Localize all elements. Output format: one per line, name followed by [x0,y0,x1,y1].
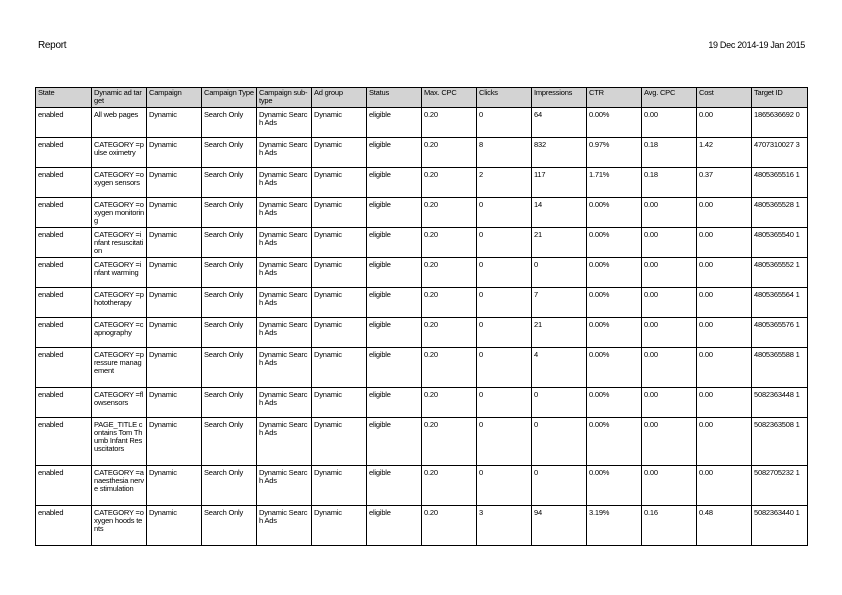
table-body [36,108,808,546]
table-cell: 4805365540 1 [752,228,808,258]
table-cell: Dynamic [312,258,367,288]
table-cell: 117 [532,168,587,198]
table-cell: enabled [36,258,92,288]
table-row [36,258,808,288]
table-cell: 0.00% [587,388,642,418]
table-cell: Dynamic [147,466,202,506]
table-cell: 0 [532,418,587,466]
table-cell: eligible [367,506,422,546]
table-cell: Dynamic Search Ads [257,168,312,198]
column-header: Max. CPC [422,88,477,108]
table-cell: Search Only [202,108,257,138]
table-cell: 0 [477,258,532,288]
table-cell: enabled [36,348,92,388]
table-cell: Dynamic Search Ads [257,466,312,506]
table-cell: Dynamic [312,506,367,546]
table-cell: Dynamic [147,506,202,546]
table-cell: 0.00% [587,418,642,466]
table-cell: CATEGORY =oxygen hoods tents [92,506,147,546]
table-cell: 0.20 [422,228,477,258]
table-cell: 0.00 [697,288,752,318]
table-cell: Dynamic Search Ads [257,418,312,466]
table-cell: 0 [477,108,532,138]
table-cell: enabled [36,228,92,258]
table-cell: Dynamic Search Ads [257,108,312,138]
table-cell: Search Only [202,258,257,288]
column-header: Avg. CPC [642,88,697,108]
table-cell: eligible [367,348,422,388]
table-cell: 5082363448 1 [752,388,808,418]
table-cell: Dynamic Search Ads [257,506,312,546]
table-row [36,418,808,466]
table-cell: eligible [367,418,422,466]
table-cell: 0.00% [587,258,642,288]
table-cell: 0 [477,198,532,228]
table-cell: Search Only [202,506,257,546]
table-row [36,108,808,138]
table-cell: 0 [532,388,587,418]
table-row [36,466,808,506]
column-header: Campaign sub-type [257,88,312,108]
table-cell: Search Only [202,198,257,228]
table-cell: 0.18 [642,138,697,168]
table-cell: Dynamic Search Ads [257,388,312,418]
table-cell: eligible [367,466,422,506]
table-cell: eligible [367,388,422,418]
table-cell: Dynamic [312,198,367,228]
table-cell: Dynamic [147,258,202,288]
table-cell: 0.00% [587,318,642,348]
table-cell: 0.00 [697,258,752,288]
table-row [36,168,808,198]
table-cell: CATEGORY =infant warming [92,258,147,288]
table-cell: 0.16 [642,506,697,546]
column-header: Campaign Type [202,88,257,108]
column-header: Target ID [752,88,808,108]
table-cell: 2 [477,168,532,198]
table-cell: Search Only [202,288,257,318]
table-row [36,348,808,388]
table-cell: 0.00 [642,288,697,318]
table-cell: Dynamic [312,288,367,318]
column-header: Status [367,88,422,108]
table-row [36,388,808,418]
table-cell: CATEGORY =infant resuscitation [92,228,147,258]
table-cell: 0.00% [587,198,642,228]
table-cell: 0 [477,388,532,418]
table-cell: 0.00 [697,418,752,466]
table-cell: 0.00 [697,466,752,506]
column-header: Dynamic ad target [92,88,147,108]
table-cell: All web pages [92,108,147,138]
table-cell: 0.20 [422,388,477,418]
table-cell: Dynamic [312,388,367,418]
report-title: Report [38,40,67,51]
table-cell: CATEGORY =pulse oximetry [92,138,147,168]
table-cell: 4805365552 1 [752,258,808,288]
table-cell: 64 [532,108,587,138]
table-cell: CATEGORY =oxygen monitoring [92,198,147,228]
table-cell: 0.20 [422,348,477,388]
column-header: CTR [587,88,642,108]
table-cell: 0.20 [422,258,477,288]
table-cell: 5082705232 1 [752,466,808,506]
table-cell: 0 [477,228,532,258]
table-cell: enabled [36,108,92,138]
table-cell: enabled [36,506,92,546]
table-cell: CATEGORY =anaesthesia nerve stimulation [92,466,147,506]
table-cell: 0.00% [587,108,642,138]
table-cell: 4 [532,348,587,388]
column-header: Impressions [532,88,587,108]
table-cell: enabled [36,168,92,198]
table-cell: Dynamic [147,198,202,228]
table-cell: 0.48 [697,506,752,546]
date-range: 19 Dec 2014-19 Jan 2015 [708,40,805,50]
column-header: Cost [697,88,752,108]
table-cell: 0.20 [422,108,477,138]
table-cell: eligible [367,138,422,168]
table-cell: 0.37 [697,168,752,198]
table-cell: 0.18 [642,168,697,198]
table-cell: 0 [477,318,532,348]
table-cell: Dynamic [312,348,367,388]
table-cell: eligible [367,258,422,288]
table-cell: Search Only [202,168,257,198]
table-row [36,288,808,318]
table-cell: Dynamic Search Ads [257,288,312,318]
table-row [36,506,808,546]
column-header: Clicks [477,88,532,108]
table-cell: 21 [532,228,587,258]
table-cell: Dynamic Search Ads [257,138,312,168]
table-cell: Search Only [202,138,257,168]
table-cell: 8 [477,138,532,168]
table-cell: Dynamic Search Ads [257,318,312,348]
table-cell: Dynamic [312,108,367,138]
table-cell: 0.00 [642,388,697,418]
table-cell: 7 [532,288,587,318]
table-cell: 0.00 [697,198,752,228]
table-row [36,318,808,348]
table-cell: 4805365576 1 [752,318,808,348]
table-cell: Dynamic [147,318,202,348]
table-cell: 0.00 [697,388,752,418]
table-cell: PAGE_TITLE contains Tom Thumb Infant Resuscitators [92,418,147,466]
table-cell: 3.19% [587,506,642,546]
table-cell: Dynamic Search Ads [257,348,312,388]
table-header-row [36,88,808,108]
table-cell: Dynamic [312,318,367,348]
table-cell: 0.20 [422,198,477,228]
column-header: Campaign [147,88,202,108]
table-cell: 0.00% [587,288,642,318]
table-row [36,228,808,258]
table-cell: 1.71% [587,168,642,198]
table-cell: 0.20 [422,318,477,348]
table-cell: Dynamic [147,418,202,466]
table-cell: 94 [532,506,587,546]
table-cell: 0.00% [587,228,642,258]
table-cell: eligible [367,318,422,348]
table-cell: 14 [532,198,587,228]
table-cell: eligible [367,198,422,228]
table-cell: Dynamic [312,466,367,506]
table-cell: Dynamic Search Ads [257,228,312,258]
table-cell: CATEGORY =phototherapy [92,288,147,318]
table-cell: Dynamic [147,348,202,388]
table-cell: Search Only [202,388,257,418]
table-cell: 0.00 [642,258,697,288]
table-cell: enabled [36,388,92,418]
table-cell: 0.20 [422,168,477,198]
table-cell: 0 [477,288,532,318]
table-cell: Search Only [202,466,257,506]
table-cell: enabled [36,418,92,466]
table-cell: 0.20 [422,418,477,466]
table-cell: Dynamic [312,168,367,198]
table-cell: Search Only [202,418,257,466]
table-cell: eligible [367,288,422,318]
table-cell: 0.00 [642,198,697,228]
table-cell: Dynamic [147,108,202,138]
table-cell: 0.00 [697,318,752,348]
table-cell: enabled [36,288,92,318]
table-cell: CATEGORY =capnography [92,318,147,348]
table-cell: 4805365516 1 [752,168,808,198]
table-cell: 832 [532,138,587,168]
table-cell: Dynamic [147,388,202,418]
table-cell: Dynamic [312,418,367,466]
table-cell: 0 [477,348,532,388]
table-cell: Dynamic Search Ads [257,198,312,228]
table-cell: 0.20 [422,506,477,546]
table-cell: enabled [36,318,92,348]
table-cell: 5082363440 1 [752,506,808,546]
table-row [36,138,808,168]
table-cell: eligible [367,108,422,138]
table-cell: 0.00 [642,418,697,466]
table-cell: 1.42 [697,138,752,168]
table-cell: Dynamic [147,138,202,168]
table-cell: 0.97% [587,138,642,168]
column-header: State [36,88,92,108]
table-row [36,198,808,228]
table-cell: Search Only [202,348,257,388]
table-cell: 0.00% [587,348,642,388]
table-cell: Search Only [202,318,257,348]
table-cell: 0.20 [422,466,477,506]
table-cell: enabled [36,138,92,168]
report-table [35,87,808,546]
table-cell: 0.00 [642,466,697,506]
table-cell: Dynamic [147,228,202,258]
table-cell: 0.00 [642,348,697,388]
table-cell: 4805365588 1 [752,348,808,388]
table-cell: Dynamic [312,138,367,168]
table-cell: enabled [36,466,92,506]
table-cell: 0.20 [422,138,477,168]
table-cell: 0.00 [642,228,697,258]
table-cell: 0 [532,466,587,506]
table-cell: 4805365528 1 [752,198,808,228]
table-cell: Dynamic [147,168,202,198]
table-cell: 0.00 [697,108,752,138]
column-header: Ad group [312,88,367,108]
table-cell: 4805365564 1 [752,288,808,318]
table-cell: CATEGORY =pressure management [92,348,147,388]
table-cell: 0.00% [587,466,642,506]
table-cell: Dynamic [312,228,367,258]
table-cell: eligible [367,228,422,258]
table-cell: enabled [36,198,92,228]
table-cell: 21 [532,318,587,348]
table-cell: 5082363508 1 [752,418,808,466]
table-cell: 0.20 [422,288,477,318]
table-cell: 4707310027 3 [752,138,808,168]
table-cell: Dynamic Search Ads [257,258,312,288]
table-cell: 0 [477,466,532,506]
table-cell: 0.00 [697,228,752,258]
table-cell: Dynamic [147,288,202,318]
table-cell: 0.00 [642,108,697,138]
table-cell: CATEGORY =flowsensors [92,388,147,418]
table-cell: 0.00 [642,318,697,348]
table-cell: Search Only [202,228,257,258]
table-cell: 0.00 [697,348,752,388]
table-cell: CATEGORY =oxygen sensors [92,168,147,198]
table-cell: eligible [367,168,422,198]
table-cell: 1865636692 0 [752,108,808,138]
table-cell: 0 [477,418,532,466]
table-cell: 3 [477,506,532,546]
table-cell: 0 [532,258,587,288]
